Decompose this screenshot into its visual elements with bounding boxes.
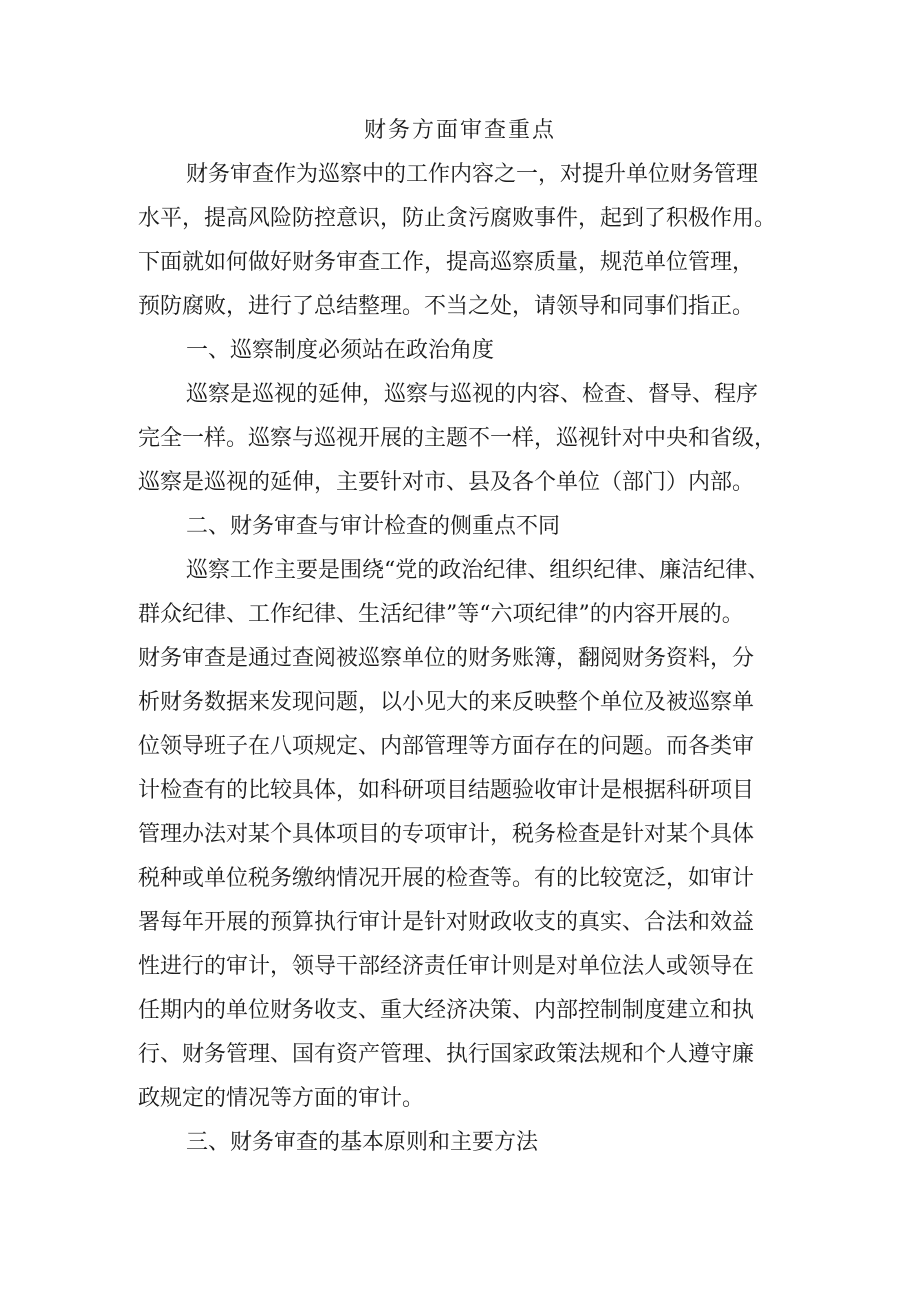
paragraph-2-line-6: 计检查有的比较具体，如科研项目结题验收审计是根据科研项目: [138, 778, 755, 803]
paragraph-intro-line-4: 预防腐败，进行了总结整理。不当之处，请领导和同事们指正。: [138, 294, 755, 319]
paragraph-2-line-10: 性进行的审计，领导干部经济责任审计则是对单位法人或领导在: [138, 954, 755, 979]
paragraph-1-line-2: 完全一样。巡察与巡视开展的主题不一样，巡视针对中央和省级，: [138, 426, 777, 451]
paragraph-2-line-1: 巡察工作主要是围绕“党的政治纪律、组织纪律、廉洁纪律、: [186, 558, 770, 583]
paragraph-intro-line-2: 水平，提高风险防控意识，防止贪污腐败事件，起到了积极作用。: [138, 206, 777, 231]
paragraph-2-line-3: 财务审查是通过查阅被巡察单位的财务账簿，翻阅财务资料，分: [138, 646, 755, 671]
paragraph-2-line-8: 税种或单位税务缴纳情况开展的检查等。有的比较宽泛，如审计: [138, 866, 755, 891]
paragraph-2-line-5: 位领导班子在八项规定、内部管理等方面存在的问题。而各类审: [138, 734, 755, 759]
document-title: 财务方面审查重点: [363, 118, 556, 143]
section-heading-1: 一、巡察制度必须站在政治角度: [186, 338, 495, 363]
paragraph-2-line-13: 政规定的情况等方面的审计。: [138, 1086, 425, 1111]
paragraph-2-line-12: 行、财务管理、国有资产管理、执行国家政策法规和个人遵守廉: [138, 1042, 755, 1067]
paragraph-2-line-2: 群众纪律、工作纪律、生活纪律”等“六项纪律”的内容开展的。: [138, 602, 744, 627]
paragraph-intro-line-1: 财务审查作为巡察中的工作内容之一，对提升单位财务管理: [186, 162, 759, 187]
paragraph-1-line-3: 巡察是巡视的延伸，主要针对市、县及各个单位（部门）内部。: [138, 470, 755, 495]
paragraph-1-line-1: 巡察是巡视的延伸，巡察与巡视的内容、检查、督导、程序: [186, 382, 759, 407]
paragraph-2-line-9: 署每年开展的预算执行审计是针对财政收支的真实、合法和效益: [138, 910, 755, 935]
paragraph-intro-line-3: 下面就如何做好财务审查工作，提高巡察质量，规范单位管理，: [138, 250, 755, 275]
section-heading-3: 三、财务审查的基本原则和主要方法: [186, 1130, 539, 1155]
paragraph-2-line-11: 任期内的单位财务收支、重大经济决策、内部控制制度建立和执: [138, 998, 755, 1023]
paragraph-2-line-7: 管理办法对某个具体项目的专项审计，税务检查是针对某个具体: [138, 822, 755, 847]
paragraph-2-line-4: 析财务数据来发现问题，以小见大的来反映整个单位及被巡察单: [138, 690, 755, 715]
section-heading-2: 二、财务审查与审计检查的侧重点不同: [186, 514, 561, 539]
